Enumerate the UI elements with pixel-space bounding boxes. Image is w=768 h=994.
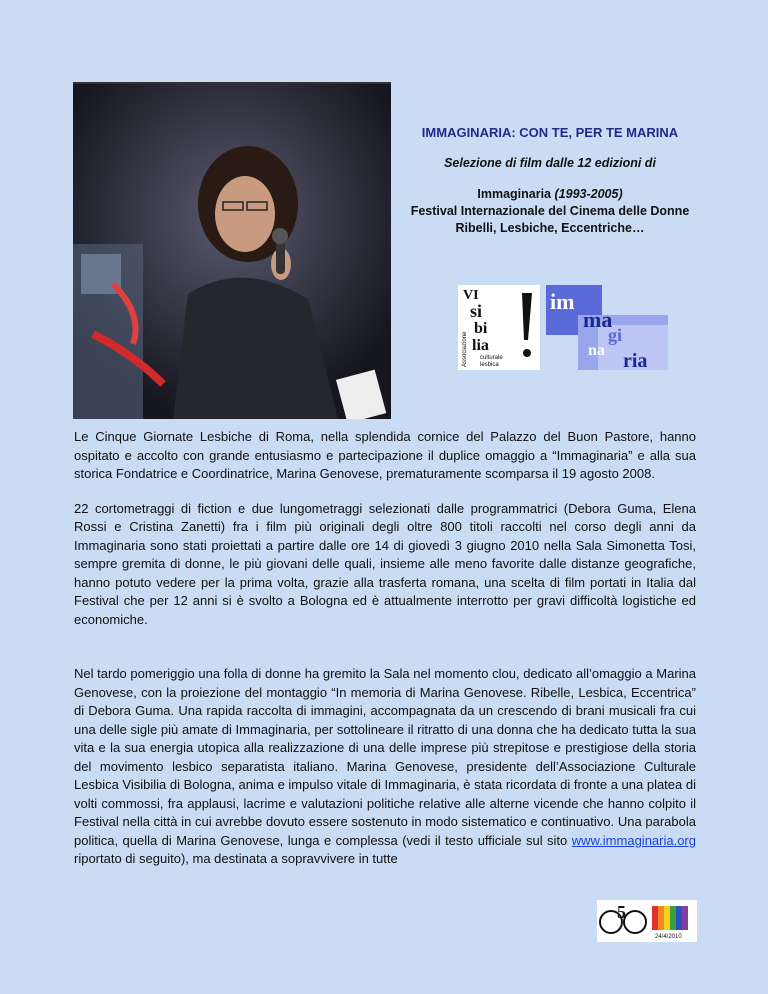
logo-gi: gi: [608, 325, 623, 345]
festival-line-2: Festival Internazionale del Cinema delle Donne: [410, 204, 690, 218]
paragraph-3-tail: riportato di seguito), ma destinata a sopravvivere in tutte: [74, 851, 398, 866]
footer-logo-date: 24/4/2010: [655, 934, 682, 940]
logo-associazione: Associazione: [462, 331, 468, 367]
paragraph-3: [74, 665, 696, 869]
festival-line-3: Ribelli, Lesbiche, Eccentriche…: [455, 221, 645, 235]
paragraph-1: Le Cinque Giornate Lesbiche di Roma, nella splendida cornice del Palazzo del Buon Pastore, hanno ospitato e accolto con grande entusiasmo e partecipazione il duplice omaggio a “Immaginaria” e alla sua storica Fondatrice e Coordinatrice, Marina Genovese, prematuramente scomparsa il 19 agosto 2008.: [74, 429, 696, 481]
page-title: IMMAGINARIA: CON TE, PER TE MARINA: [421, 125, 679, 140]
logo-vi: VI: [463, 288, 479, 303]
visibilia-immaginaria-logo: [458, 285, 668, 370]
logo-im: im: [550, 289, 575, 314]
logo-si: si: [470, 301, 483, 321]
festival-name: Immaginaria: [477, 187, 552, 201]
immaginaria-website-link[interactable]: www.immaginaria.org: [571, 832, 696, 848]
logo-bi: bi: [474, 320, 488, 337]
footer-logo-number: 5: [617, 902, 626, 922]
article-header: [400, 124, 700, 237]
speaker-photo-illustration: [73, 84, 391, 419]
logo-culturale: culturale: [480, 355, 503, 361]
festival-info: [400, 186, 700, 237]
logo-lesbica: lesbica: [480, 362, 499, 368]
festival-years: (1993-2005): [554, 187, 623, 201]
paragraph-2: 22 cortometraggi di fiction e due lungometraggi selezionati dalle programmatrici (Debora Guma, Elena Rossi e Cristina Zanetti) fra i film più originali degli oltre 800 titoli raccolti nel corso degli anni da Immaginaria sono stati proiettati a partire dalle ore 14 di giovedì 3 giugno 2010 nella Sala Simonetta Tosi, sempre gremita di donne, le più giovani delle quali, insieme alle meno favorite dalle distanze geografiche, hanno potuto vedere per la prima volta, grazie alla trasferta romana, una scelta di film portati in Italia dal Festival che per 12 anni si è svolto a Bologna ed è attualmente interrotto per gravi difficoltà logistiche ed economiche.: [74, 500, 696, 627]
page-subtitle: Selezione di film dalle 12 edizioni di: [444, 156, 656, 170]
logo-lia: lia: [472, 337, 489, 354]
logo-na: na: [588, 342, 605, 359]
speaker-photo: [73, 82, 391, 419]
logo-ma: ma: [583, 307, 613, 332]
article-body: [74, 428, 696, 885]
cinque-giornate-logo: [597, 900, 697, 942]
logo-ria: ria: [623, 350, 648, 370]
paragraph-3-text: Nel tardo pomeriggio una folla di donne ha gremito la Sala nel momento clou, dedicato all’omaggio a Marina Genovese, con la proiezione del montaggio “In memoria di Marina Genovese. Ribelle, Lesbica, Eccentrica” di Debora Guma. Una rapida raccolta di immagini, accompagnata da un crescendo di brani musicali fra cui una delle sigle più amate di Immaginaria, per sottolineare il ritratto di una donna che ha dedicato tutta la sua vita e la sua energia utopica alla realizzazione di una delle imprese più strepitose e prestigiose della storia del movimento lesbico separatista italiano. Marina Genovese, presidente dell’Associazione Culturale Lesbica Visibilia di Bologna, anima e impulso vitale di Immaginaria, è stata ricordata di fronte a una platea di volti commossi, fra applausi, lacrime e valutazioni politiche relative alle alterne vicende che hanno colpito il Festival nella città in cui avrebbe dovuto essere sostenuto in modo sistematico e continuativo. Una parabola politica, quella di Marina Genovese, lunga e complessa (vedi il testo ufficiale sul sito: [74, 666, 696, 848]
